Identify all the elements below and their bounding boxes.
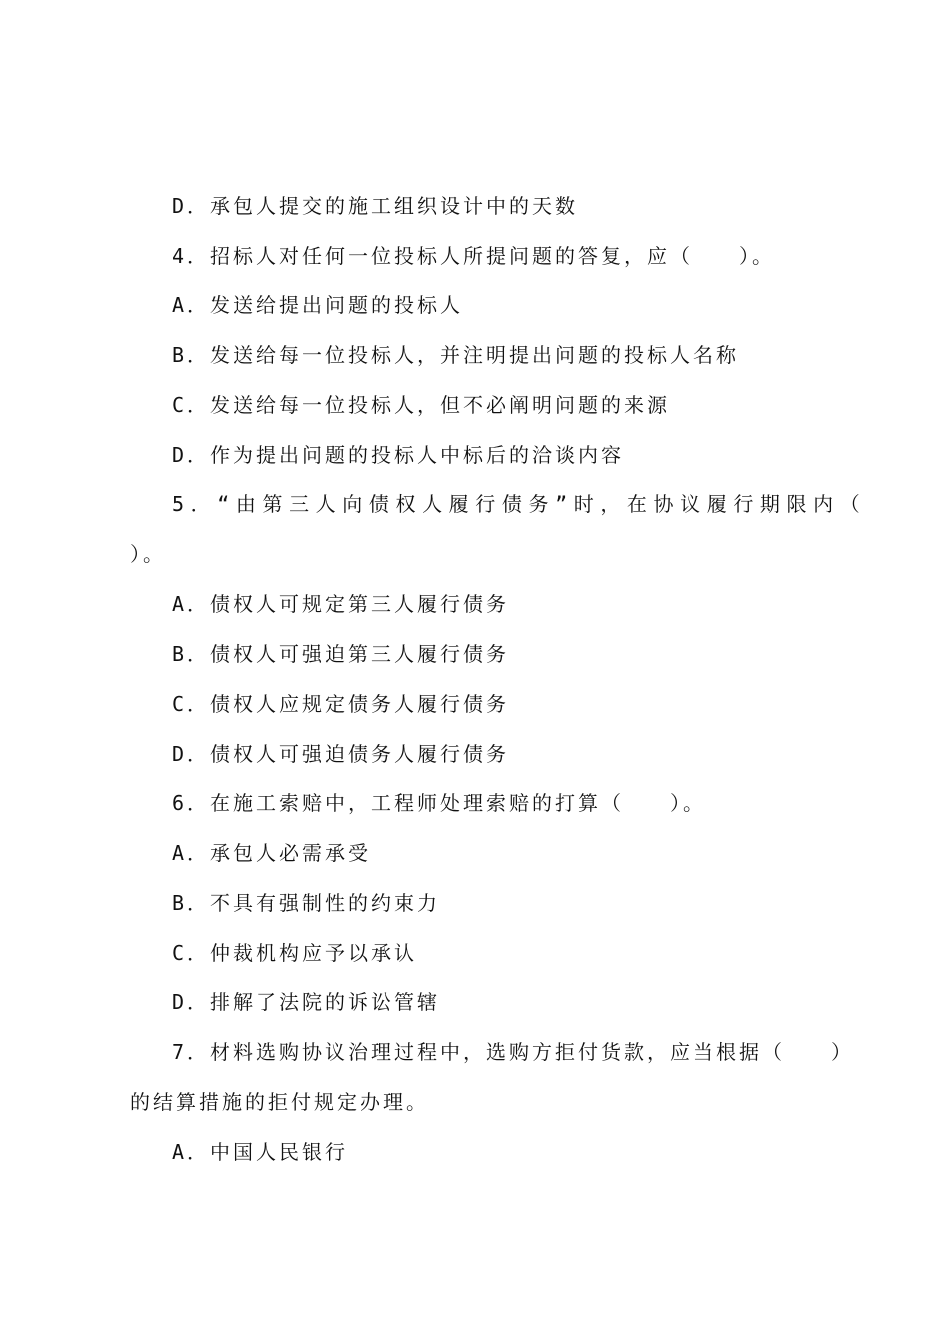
option-4a: A．发送给提出问题的投标人 [172, 293, 464, 317]
option-6a: A．承包人必需承受 [172, 841, 372, 865]
option-3d: D．承包人提交的施工组织设计中的天数 [172, 194, 579, 218]
option-5a: A．债权人可规定第三人履行债务 [172, 592, 510, 616]
question-4: 4．招标人对任何一位投标人所提问题的答复，应（ ）。 [172, 244, 776, 268]
option-6c: C．仲裁机构应予以承认 [172, 941, 418, 965]
question-5-continued: ）。 [130, 542, 166, 566]
option-6b: B．不具有强制性的约束力 [172, 891, 441, 915]
option-7a: A．中国人民银行 [172, 1140, 349, 1164]
question-7: 7．材料选购协议治理过程中，选购方拒付货款，应当根据（ ） [172, 1040, 855, 1064]
option-5d: D．债权人可强迫债务人履行债务 [172, 742, 510, 766]
question-7-continued: 的结算措施的拒付规定办理。 [130, 1090, 429, 1114]
question-5: 5．“由第三人向债权人履行债务”时，在协议履行期限内（ [172, 492, 867, 516]
option-4c: C．发送给每一位投标人，但不必阐明问题的来源 [172, 393, 671, 417]
option-4d: D．作为提出问题的投标人中标后的洽谈内容 [172, 443, 625, 467]
option-5b: B．债权人可强迫第三人履行债务 [172, 642, 510, 666]
question-6: 6．在施工索赔中，工程师处理索赔的打算（ ）。 [172, 791, 707, 815]
option-4b: B．发送给每一位投标人，并注明提出问题的投标人名称 [172, 343, 740, 367]
option-6d: D．排解了法院的诉讼管辖 [172, 990, 441, 1014]
option-5c: C．债权人应规定债务人履行债务 [172, 692, 510, 716]
